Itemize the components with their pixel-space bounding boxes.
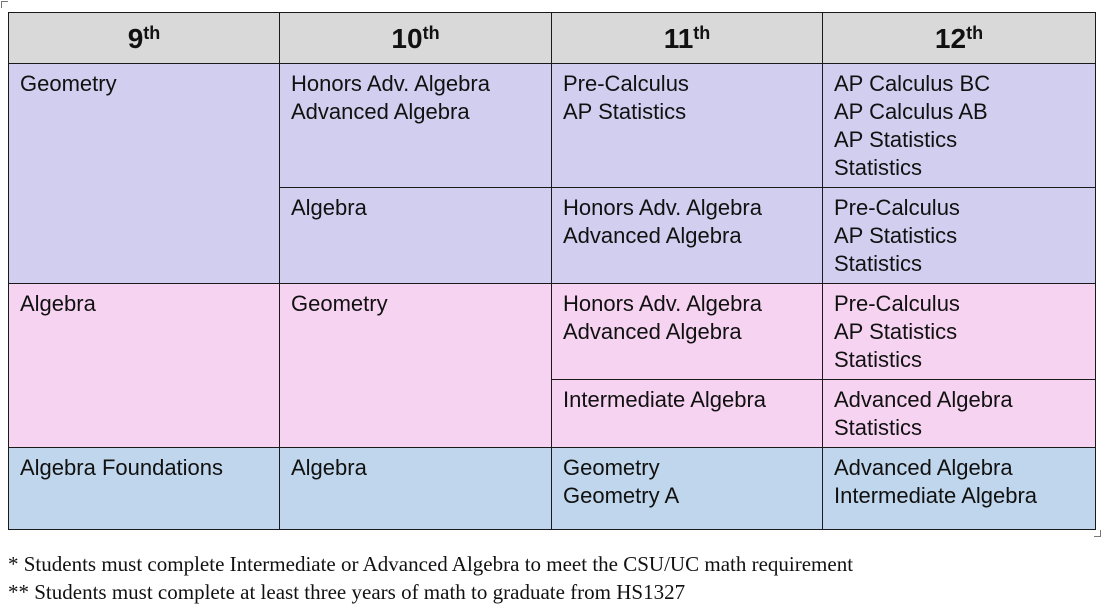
- math-pathway-table: [8, 12, 1096, 530]
- header-grade-10: 10th: [280, 13, 552, 64]
- course-name: Geometry: [563, 455, 660, 480]
- course-name: AP Calculus AB: [834, 99, 988, 124]
- course-name: Algebra: [20, 291, 96, 316]
- course-name: Advanced Algebra: [291, 99, 470, 124]
- cell-grade9: [9, 284, 280, 448]
- cell-grade12: [823, 380, 1096, 448]
- course-name: Advanced Algebra: [563, 319, 742, 344]
- cell-grade12: [823, 188, 1096, 284]
- course-name: AP Statistics: [563, 99, 687, 124]
- course-name: Statistics: [834, 347, 923, 372]
- course-name: Intermediate Algebra: [563, 387, 767, 412]
- footnotes: [8, 550, 853, 606]
- table-row: [9, 448, 1096, 530]
- table-row: [9, 64, 1096, 188]
- cell-grade11: [552, 188, 823, 284]
- cell-grade10: [280, 284, 552, 448]
- course-name: Intermediate Algebra: [834, 483, 1038, 508]
- course-name: AP Statistics: [834, 223, 958, 248]
- course-name: Algebra Foundations: [20, 455, 224, 480]
- course-name: AP Statistics: [834, 127, 958, 152]
- header-grade-12: 12th: [823, 13, 1096, 64]
- course-name: Pre-Calculus: [563, 71, 689, 96]
- cell-grade12: [823, 284, 1096, 380]
- course-name: Algebra: [291, 195, 367, 220]
- header-row: [9, 13, 1096, 64]
- course-name: Statistics: [834, 251, 923, 276]
- course-name: Honors Adv. Algebra: [563, 195, 762, 220]
- course-name: Advanced Algebra: [834, 387, 1013, 412]
- course-name: Honors Adv. Algebra: [291, 71, 490, 96]
- cell-grade10: [280, 188, 552, 284]
- text-boundary-mark: [1094, 530, 1101, 537]
- course-name: Algebra: [291, 455, 367, 480]
- course-name: Advanced Algebra: [834, 455, 1013, 480]
- cell-grade9: [9, 448, 280, 530]
- course-name: Geometry A: [563, 483, 680, 508]
- course-name: AP Calculus BC: [834, 71, 991, 96]
- footnote-graduation: ** Students must complete at least three years of math to graduate from HS1327: [8, 580, 686, 604]
- cell-grade11: [552, 64, 823, 188]
- cell-grade9: [9, 64, 280, 284]
- course-name: Pre-Calculus: [834, 195, 960, 220]
- course-name: Statistics: [834, 155, 923, 180]
- course-name: Advanced Algebra: [563, 223, 742, 248]
- footnote-csu-uc: * Students must complete Intermediate or Advanced Algebra to meet the CSU/UC math requirement: [8, 552, 854, 576]
- course-name: AP Statistics: [834, 319, 958, 344]
- cell-grade12: [823, 64, 1096, 188]
- cell-grade11: [552, 448, 823, 530]
- cell-grade11: [552, 284, 823, 380]
- cell-grade12: [823, 448, 1096, 530]
- course-name: Statistics: [834, 415, 923, 440]
- header-grade-9: 9th: [9, 13, 280, 64]
- table-row: [9, 284, 1096, 380]
- cell-grade10: [280, 64, 552, 188]
- text-boundary-mark: [1, 1, 8, 8]
- course-name: Honors Adv. Algebra: [563, 291, 762, 316]
- header-grade-11: 11th: [552, 13, 823, 64]
- cell-grade10: [280, 448, 552, 530]
- course-name: Geometry: [291, 291, 388, 316]
- course-name: Geometry: [20, 71, 117, 96]
- cell-grade11: [552, 380, 823, 448]
- course-name: Pre-Calculus: [834, 291, 960, 316]
